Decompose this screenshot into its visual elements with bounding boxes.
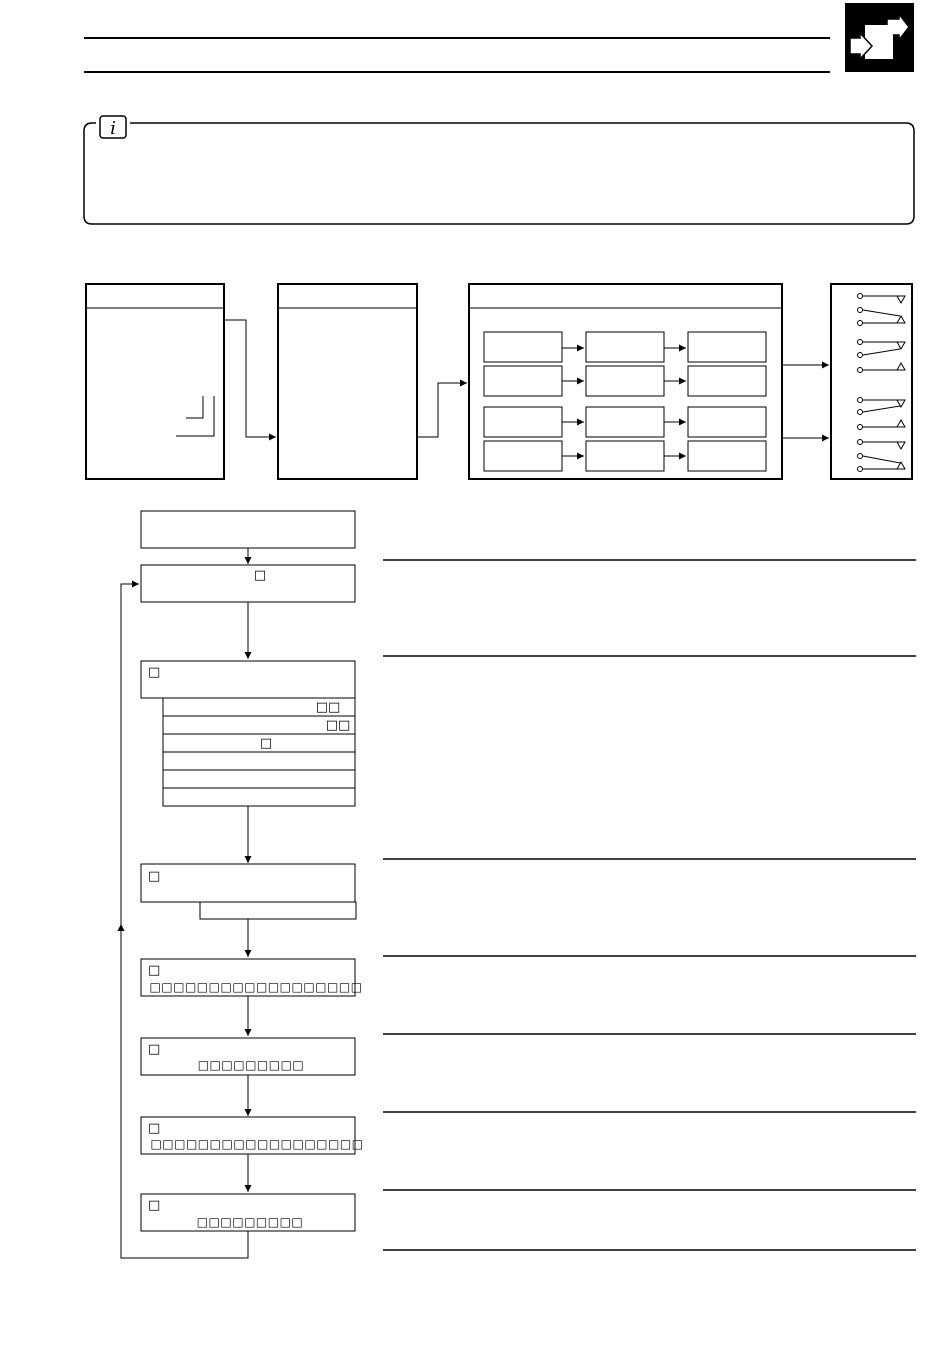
matrix-cell	[484, 407, 562, 437]
switch-contact-icon	[858, 308, 906, 326]
info-letter: i	[110, 118, 116, 139]
flow-start-box	[141, 511, 355, 548]
switch-contact-icon	[858, 294, 906, 304]
flow-loop-back	[121, 584, 248, 1258]
block-input	[86, 284, 224, 479]
flow-step-4-glyph: □	[148, 963, 161, 978]
table-row: □□	[325, 718, 351, 733]
switch-contact-icon	[858, 340, 906, 358]
matrix-cell	[688, 407, 766, 437]
flow-step-7-glyph: □	[148, 1198, 161, 1213]
flow-step-4-line: □□□□□□□□□□□□□□□□□□	[149, 980, 363, 994]
flow-step-2-table	[163, 698, 355, 806]
double-arrow-icon	[845, 3, 914, 72]
block-control	[278, 284, 417, 479]
info-note	[84, 116, 914, 224]
matrix-cell	[688, 366, 766, 396]
matrix-cell	[586, 332, 664, 362]
matrix-cell	[586, 407, 664, 437]
flow-step-3	[141, 864, 355, 902]
flow-step-1-glyph: □	[253, 568, 267, 583]
flowchart	[121, 511, 364, 1258]
flow-step-2	[141, 661, 355, 698]
flow-step-7-line: □□□□□□□□□	[196, 1215, 304, 1229]
block-matrix	[469, 284, 782, 479]
block-diagram	[86, 284, 912, 479]
matrix-cell	[688, 332, 766, 362]
matrix-cell	[586, 441, 664, 471]
switch-contact-icon	[858, 363, 906, 373]
flow-step-3-sub	[200, 902, 356, 919]
matrix-cell	[484, 332, 562, 362]
corner-bracket-inner	[186, 396, 203, 418]
switch-contact-icon	[858, 454, 906, 472]
matrix-cell	[688, 441, 766, 471]
header	[84, 3, 914, 72]
block-relays	[831, 284, 912, 479]
matrix-cell	[586, 366, 664, 396]
flow-step-3-glyph: □	[148, 869, 161, 884]
switch-contact-icon	[858, 440, 906, 450]
corner-bracket-outer	[176, 396, 214, 436]
flow-step-2-glyph: □	[148, 665, 161, 680]
switch-contact-icon	[858, 420, 906, 430]
table-row: □	[259, 736, 273, 751]
flow-step-6-glyph: □	[148, 1121, 161, 1136]
switch-contact-icon	[858, 398, 906, 415]
matrix-cell	[484, 366, 562, 396]
flow-step-6-line: □□□□□□□□□□□□□□□□□□	[150, 1137, 364, 1151]
matrix-cell	[484, 441, 562, 471]
flow-step-5-line: □□□□□□□□□	[197, 1058, 305, 1072]
connector-input-to-control	[224, 320, 276, 437]
table-row: □□	[315, 700, 341, 715]
info-i-icon	[100, 116, 126, 139]
flow-step-1	[141, 565, 355, 602]
description-rules	[383, 560, 916, 1250]
flow-step-5-glyph: □	[148, 1042, 161, 1057]
connector-control-to-matrix	[417, 383, 467, 437]
